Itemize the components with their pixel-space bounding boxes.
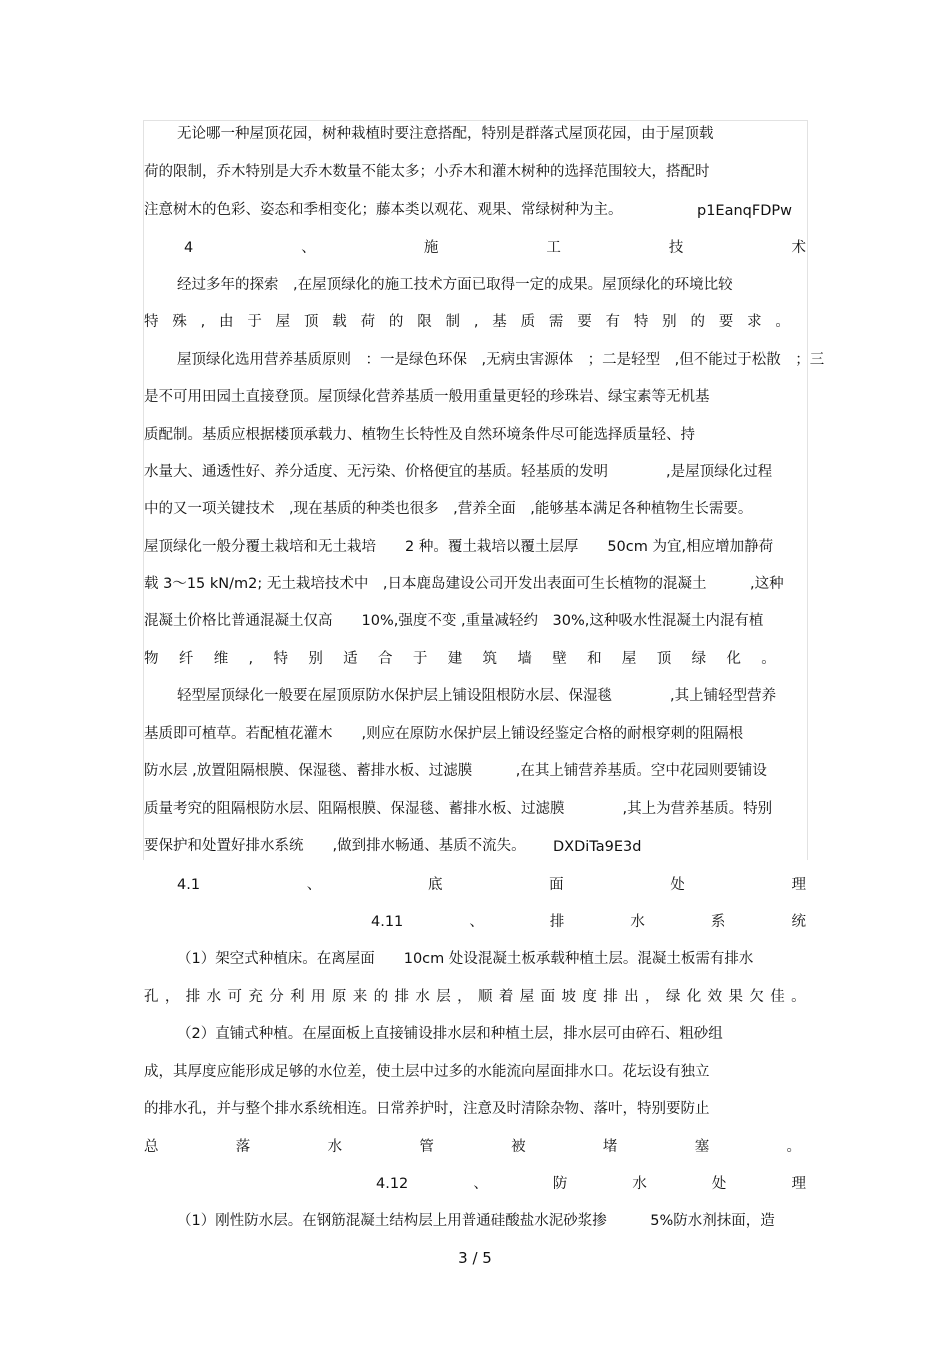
text-line: 要保护和处置好排水系统 ,做到排水畅通、基质不流失。 — [144, 838, 526, 854]
text-line: 质配制。基质应根据楼顶承载力、植物生长特性及自然环境条件尽可能选择质量轻、持 — [144, 427, 695, 443]
text-line: 屋顶绿化一般分覆土栽培和无土栽培 2 种。覆土栽培以覆土层厚 50cm 为宜,相应增加静荷 — [144, 539, 774, 555]
frame-right-border — [807, 120, 808, 860]
justified-line: 孔 ， 排 水 可 充 分 利 用 原 来 的 排 水 层 ， 顺 着 屋 面 坡 度 排 出 ， 绿 化 效 果 欠 佳 。 — [144, 989, 806, 1005]
text-line: 荷的限制，乔木特别是大乔木数量不能太多；小乔木和灌木树种的选择范围较大，搭配时 — [144, 164, 710, 180]
justified-line: 特 殊 , 由 于 屋 顶 载 荷 的 限 制 , 基 质 需 要 有 特 别 的 要 求 。 — [144, 314, 790, 330]
text-line: 基质即可植草。若配植花灌木 ,则应在原防水保护层上铺设经鉴定合格的耐根穿刺的阻隔根 — [144, 726, 744, 742]
text-line: 轻型屋顶绿化一般要在屋顶原防水保护层上铺设阻根防水层、保湿毯 ,其上铺轻型营养 — [177, 688, 777, 704]
text-line: 载 3～15 kN/m2; 无土栽培技术中 ,日本鹿岛建设公司开发出表面可生长植物的混凝土 ,这种 — [144, 576, 784, 592]
text-line: （1）刚性防水层。在钢筋混凝土结构层上用普通硅酸盐水泥砂浆掺 5%防水剂抹面，造 — [177, 1213, 775, 1229]
text-line: 水量大、通透性好、养分适度、无污染、价格便宜的基质。轻基质的发明 ,是屋顶绿化过程 — [144, 464, 773, 480]
text-line: 质量考究的阻隔根防水层、阻隔根膜、保湿毯、蓄排水板、过滤膜 ,其上为营养基质。特别 — [144, 801, 773, 817]
justified-line: 总 落 水 管 被 堵 塞 。 — [144, 1139, 801, 1155]
heading-4-1: 4.1 、 底 面 处 理 — [177, 877, 806, 893]
text-line: 经过多年的探索 ,在屋顶绿化的施工技术方面已取得一定的成果。屋顶绿化的环境比较 — [177, 277, 733, 293]
text-line: 注意树木的色彩、姿态和季相变化；藤本类以观花、观果、常绿树种为主。 — [144, 202, 623, 218]
text-line: 成，其厚度应能形成足够的水位差，使土层中过多的水能流向屋面排水口。花坛设有独立 — [144, 1064, 710, 1080]
frame-top-border — [143, 120, 808, 121]
page-number: 3 / 5 — [458, 1249, 492, 1267]
heading-4-11: 4.11 、 排 水 系 统 — [371, 914, 806, 930]
text-line: 是不可用田园土直接登顶。屋顶绿化营养基质一般用重量更轻的珍珠岩、绿宝素等无机基 — [144, 389, 710, 405]
justified-line: 物 纤 维 , 特 别 适 合 于 建 筑 墙 壁 和 屋 顶 绿 化 。 — [144, 651, 776, 667]
text-line: 中的又一项关键技术 ,现在基质的种类也很多 ,营养全面 ,能够基本满足各种植物生长需要。 — [144, 501, 753, 517]
watermark-code: p1EanqFDPw — [697, 203, 792, 219]
text-line: 的排水孔，并与整个排水系统相连。日常养护时，注意及时清除杂物、落叶，特别要防止 — [144, 1101, 710, 1117]
watermark-code: DXDiTa9E3d — [553, 839, 642, 855]
text-line: （1）架空式种植床。在离屋面 10cm 处设混凝土板承载种植土层。混凝土板需有排水 — [177, 951, 754, 967]
text-line: 防水层 ,放置阻隔根膜、保湿毯、蓄排水板、过滤膜 ,在其上铺营养基质。空中花园则要铺设 — [144, 763, 767, 779]
heading-4: 4 、 施 工 技 术 — [184, 240, 806, 256]
heading-4-12: 4.12 、 防 水 处 理 — [376, 1176, 806, 1192]
text-line: 混凝土价格比普通混凝土仅高 10%,强度不变 ,重量减轻约 30%,这种吸水性混凝土内混有植 — [144, 613, 764, 629]
frame-left-border — [143, 120, 144, 860]
text-line: （2）直铺式种植。在屋面板上直接铺设排水层和种植土层，排水层可由碎石、粗砂组 — [177, 1026, 723, 1042]
text-line: 无论哪一种屋顶花园，树种栽植时要注意搭配，特别是群落式屋顶花园，由于屋顶载 — [177, 126, 714, 142]
text-line: 屋顶绿化选用营养基质原则 ：一是绿色环保 ,无病虫害源体 ；二是轻型 ,但不能过于松散 ；三 — [177, 352, 825, 368]
